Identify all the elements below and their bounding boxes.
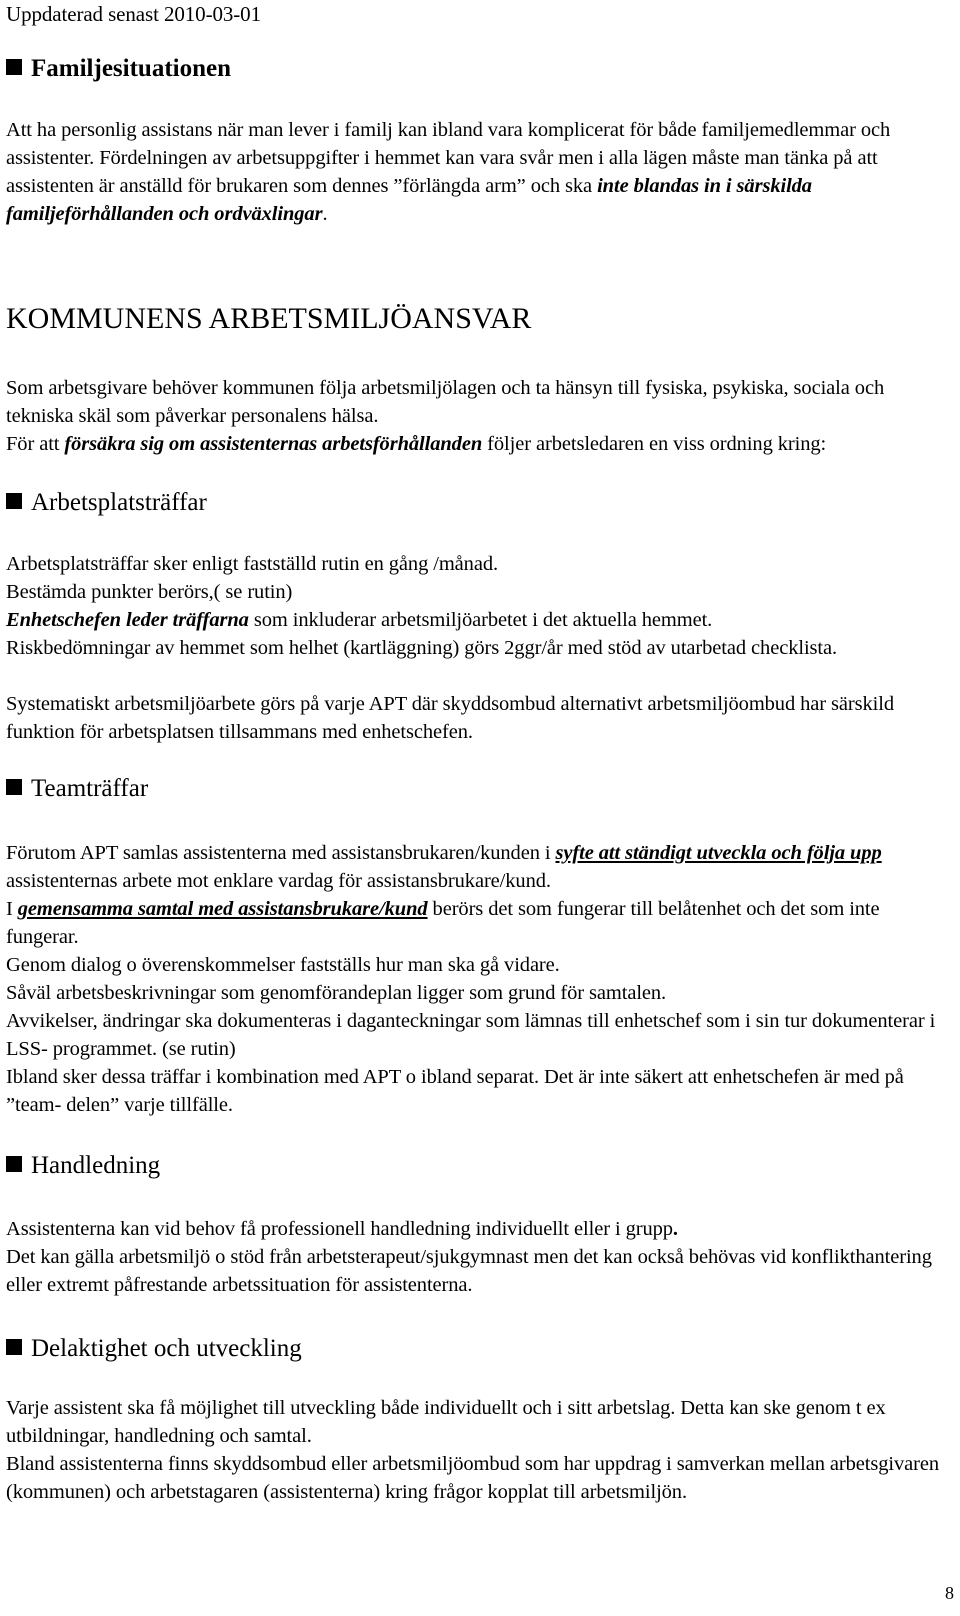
bullet-icon: [6, 1156, 22, 1172]
text-run: Assistenterna kan vid behov få professionell handledning individuellt eller i grupp: [6, 1218, 673, 1240]
bullet-icon: [6, 1339, 22, 1355]
emphasis-text: Enhetschefen leder träffarna: [6, 609, 249, 631]
emphasis-text: gemensamma samtal med assistansbrukare/kund: [17, 898, 428, 920]
line-apt-2: Bestämda punkter berörs,( se rutin): [6, 581, 293, 603]
text-run: Förutom APT samlas assistenterna med assistansbrukaren/kunden i: [6, 842, 556, 864]
line-handledning-2: Det kan gälla arbetsmiljö o stöd från arbetsterapeut/sjukgymnast men det kan också behövas vid konflikthantering eller extremt påfrestande arbetssituation för assistenterna.: [6, 1246, 932, 1296]
line-apt-1: Arbetsplatsträffar sker enligt fastställd rutin en gång /månad.: [6, 553, 499, 575]
section-heading-familjesituationen: [6, 54, 954, 84]
line-apt-4: Riskbedömningar av hemmet som helhet (kartläggning) görs 2ggr/år med stöd av utarbetad checklista.: [6, 637, 838, 659]
line-delaktighet-2: Bland assistenterna finns skyddsombud eller arbetsmiljöombud som har uppdrag i samverkan mellan arbetsgivaren (kommunen) och arbetstagaren (assistenterna) kring frågor kopplat till arbetsmiljön.: [6, 1453, 940, 1503]
section-heading-arbetsmiljoansvar: KOMMUNENS ARBETSMILJÖANSVAR: [6, 302, 532, 335]
bullet-icon: [6, 493, 22, 509]
paragraph-forsakra: [6, 430, 954, 458]
heading-text: Arbetsplatsträffar: [31, 489, 207, 516]
text-run: I: [6, 898, 18, 920]
bullet-icon: [6, 779, 22, 795]
emphasis-text: inte blandas in i särskilda familjeförhållanden och ordväxlingar: [6, 175, 812, 225]
section-heading-handledning: [6, 1151, 954, 1181]
line-apt-3: [6, 606, 954, 634]
text-run: berörs det som fungerar till belåtenhet och det som inte fungerar.: [6, 898, 880, 948]
paragraph-familj: [6, 116, 954, 228]
heading-text: Delaktighet och utveckling: [31, 1335, 302, 1362]
text-run: assistenternas arbete mot enklare vardag för assistansbrukare/kund.: [6, 870, 551, 892]
heading-text: Handledning: [31, 1152, 161, 1179]
line-team-4: Såväl arbetsbeskrivningar som genomförandeplan ligger som grund för samtalen.: [6, 982, 667, 1004]
emphasis-text: syfte att ständigt utveckla och följa upp: [555, 842, 882, 864]
bullet-icon: [6, 59, 22, 75]
text-run: .: [322, 203, 328, 225]
heading-text: Teamträffar: [31, 775, 149, 802]
text-run: .: [672, 1218, 678, 1240]
section-heading-teamtraffar: [6, 774, 954, 804]
line-delaktighet-1: Varje assistent ska få möjlighet till utveckling både individuellt och i sitt arbetslag. Detta kan ske genom t ex utbildningar, handledning och samtal.: [6, 1397, 886, 1447]
line-team-1: [6, 839, 954, 895]
text-run: följer arbetsledaren en viss ordning kring:: [482, 433, 827, 455]
line-team-5: Avvikelser, ändringar ska dokumenteras i daganteckningar som lämnas till enhetschef som i sin tur dokumenterar i LSS- programmet. (se rutin): [6, 1010, 936, 1060]
line-handledning-1: [6, 1215, 954, 1243]
updated-date: Uppdaterad senast 2010-03-01: [6, 2, 261, 26]
paragraph-arbetsgivare: Som arbetsgivare behöver kommunen följa arbetsmiljölagen och ta hänsyn till fysiska, psykiska, sociala och tekniska skäl som påverkar personalens hälsa.: [6, 377, 885, 427]
heading-text: Familjesituationen: [31, 55, 231, 82]
text-run: som inkluderar arbetsmiljöarbetet i det aktuella hemmet.: [248, 609, 713, 631]
section-heading-delaktighet: [6, 1334, 954, 1364]
line-team-2: [6, 895, 954, 951]
line-team-6: Ibland sker dessa träffar i kombination med APT o ibland separat. Det är inte säkert att enhetschefen är med på ”team- delen” varje tillfälle.: [6, 1066, 904, 1116]
line-apt-5: Systematiskt arbetsmiljöarbete görs på varje APT där skyddsombud alternativt arbetsmiljöombud har särskild funktion för arbetsplatsen tillsammans med enhetschefen.: [6, 693, 895, 743]
section-heading-arbetsplatstraffar: [6, 488, 954, 518]
emphasis-text: försäkra sig om assistenternas arbetsförhållanden: [64, 433, 483, 455]
text-run: För att: [6, 433, 65, 455]
line-team-3: Genom dialog o överenskommelser fastställs hur man ska gå vidare.: [6, 954, 560, 976]
page-number: 8: [945, 1583, 954, 1603]
text-run: Att ha personlig assistans när man lever i familj kan ibland vara komplicerat för både familjemedlemmar och assistenter. Fördelningen av arbetsuppgifter i hemmet kan vara svår men i alla lägen måste man tänka på att assistenten är anställd för brukaren som dennes ”förlängda arm” och ska: [6, 119, 891, 197]
